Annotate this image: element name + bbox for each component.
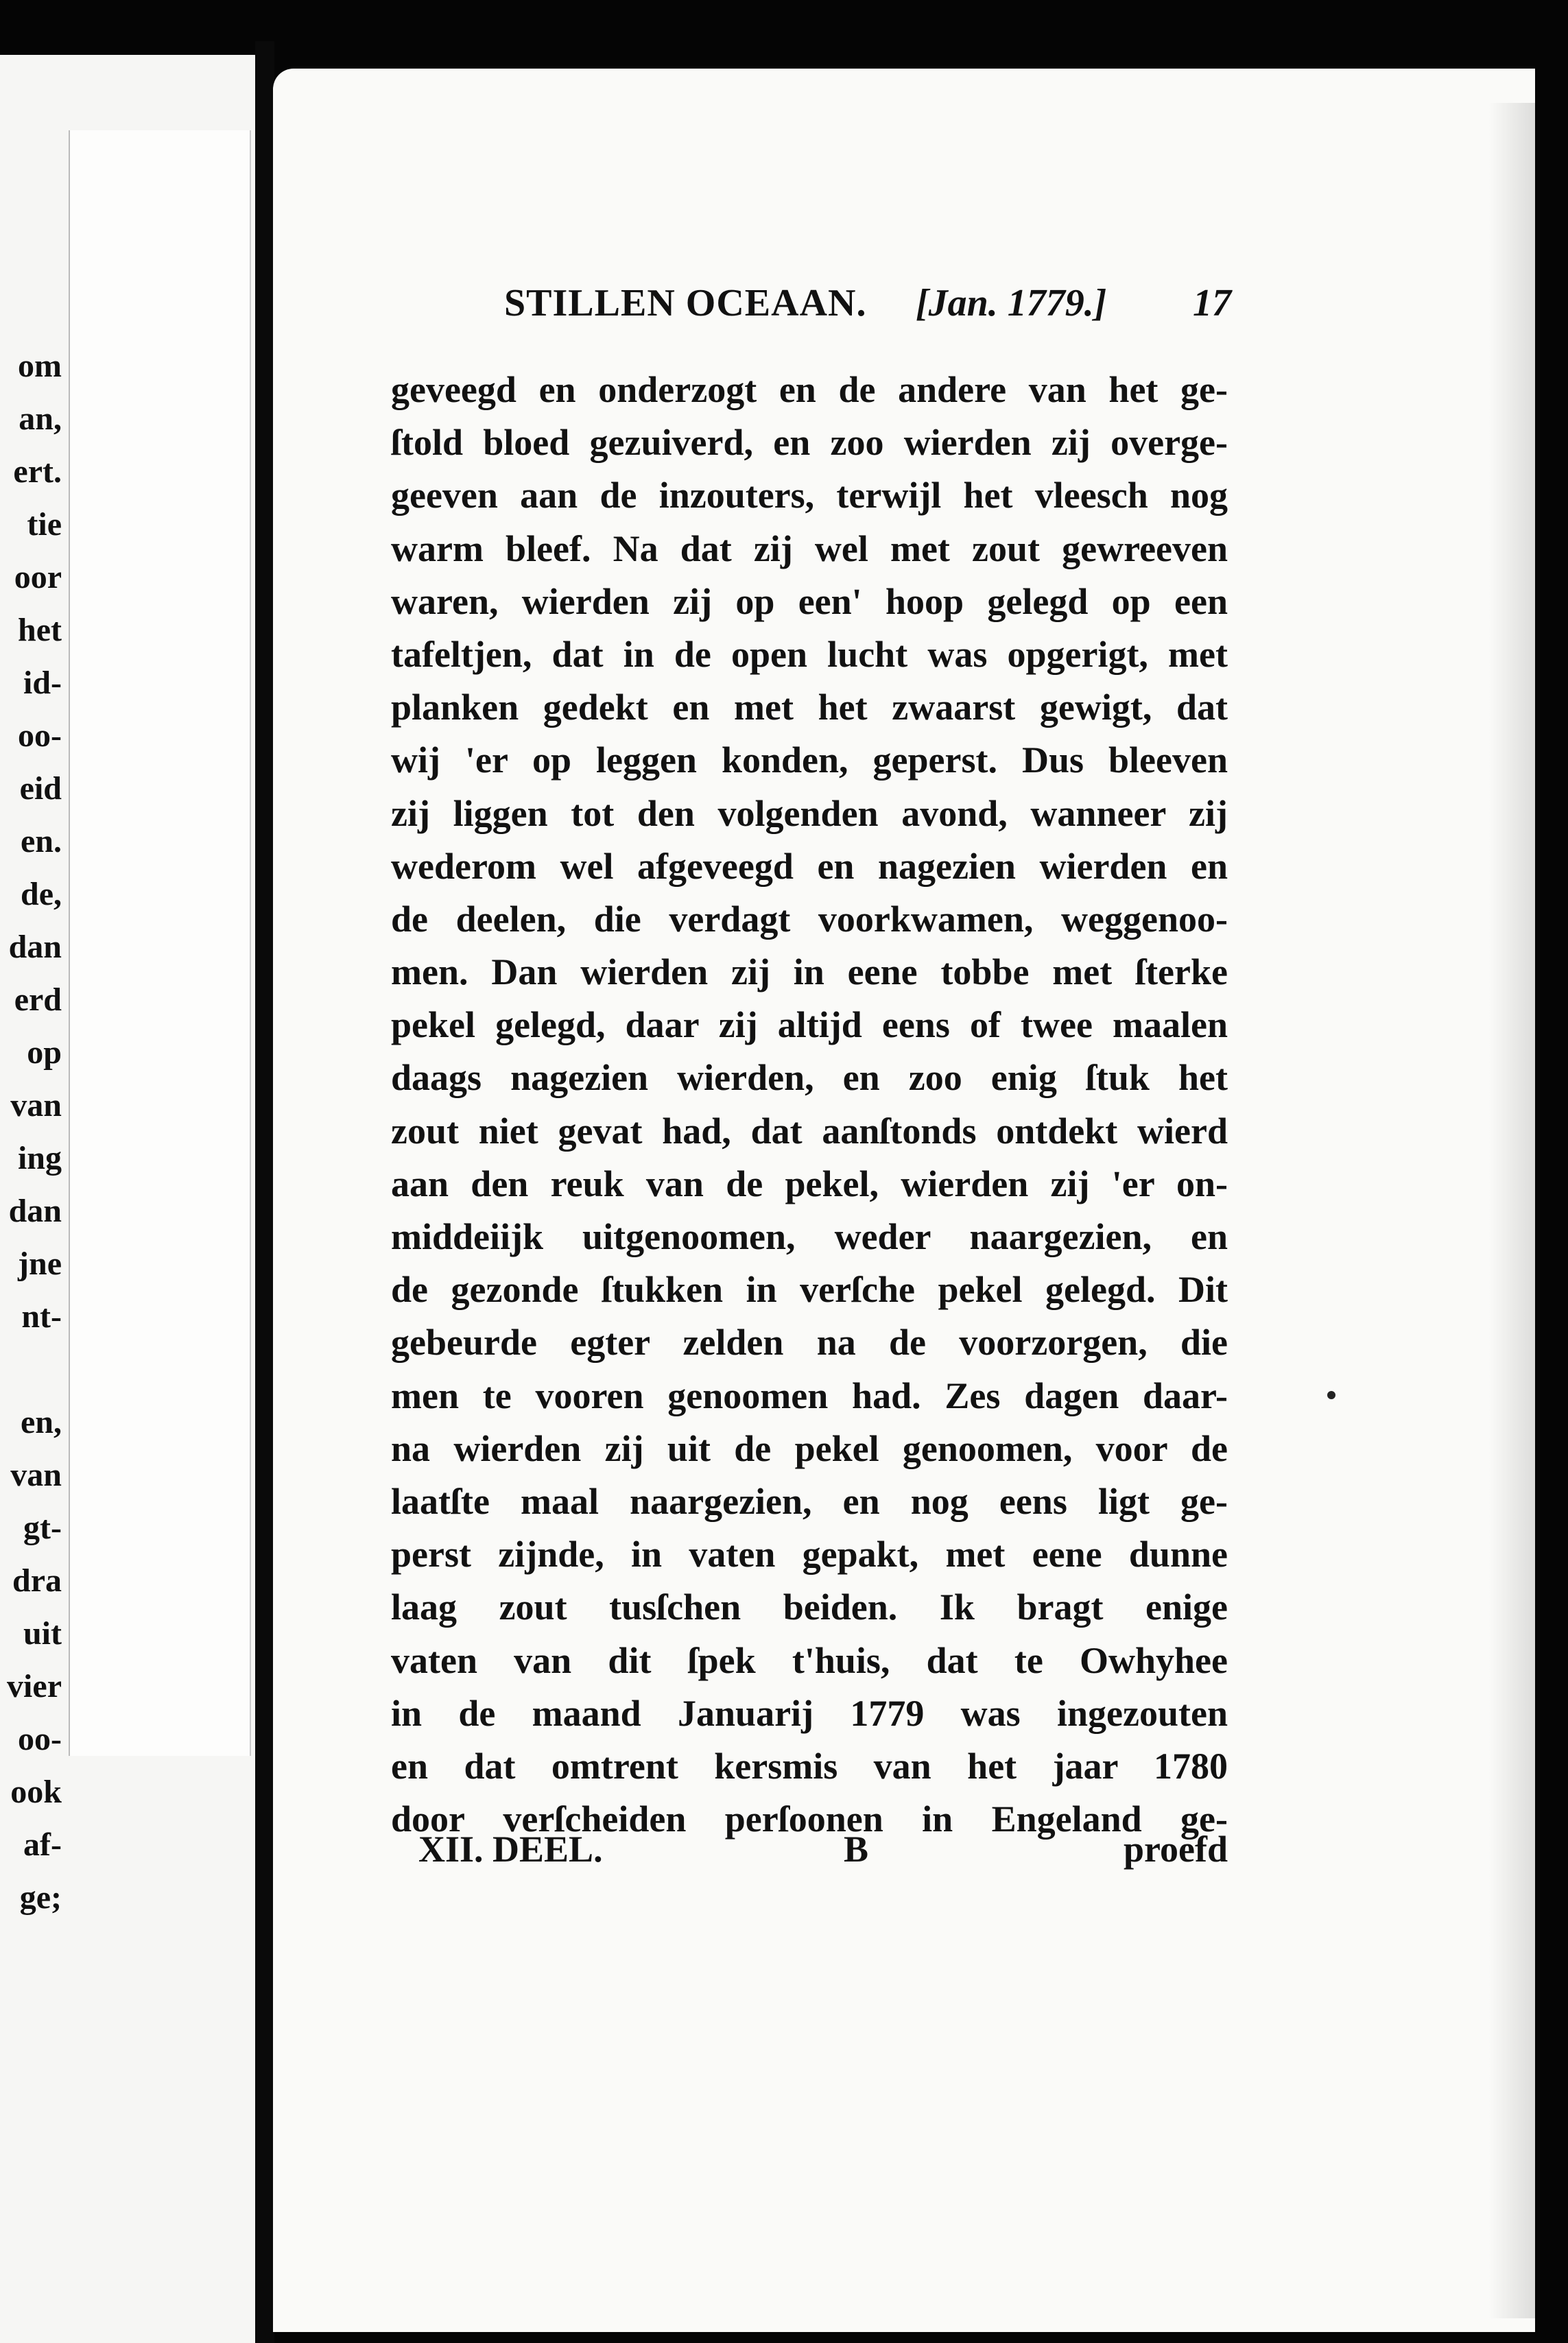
left-fragment: gt- xyxy=(23,1510,62,1546)
page-number: 17 xyxy=(1193,282,1231,324)
text-line: waren, wierden zij op een' hoop gelegd op een xyxy=(391,580,1228,622)
text-line: men. Dan wierden zij in eene tobbe met ſterke xyxy=(391,951,1228,993)
left-fragment: van xyxy=(10,1087,62,1123)
catchword: proefd xyxy=(1123,1829,1228,1870)
text-line: pekel gelegd, daar zij altijd eens of twee maalen xyxy=(391,1004,1228,1046)
body-text xyxy=(391,364,1228,1846)
left-fragment: id- xyxy=(23,665,62,701)
text-line: in de maand Januarij 1779 was ingezouten xyxy=(391,1692,1228,1734)
text-line: vaten van dit ſpek t'huis, dat te Owhyhee xyxy=(391,1639,1228,1681)
text-line: na wierden zij uit de pekel genoomen, voor de xyxy=(391,1427,1228,1469)
left-fragment: af- xyxy=(23,1827,62,1863)
left-fragment: dan xyxy=(8,929,62,965)
text-line: zout niet gevat had, dat aanſtonds ontdekt wierd xyxy=(391,1110,1228,1152)
text-line: door verſcheiden perſoonen in Engeland ge- xyxy=(391,1798,1228,1840)
text-line: wederom wel afgeveegd en nagezien wierden en xyxy=(391,845,1228,887)
text-line: planken gedekt en met het zwaarst gewigt, dat xyxy=(391,687,1228,728)
left-fragment: jne xyxy=(18,1246,62,1282)
text-line: laag zout tusſchen beiden. Ik bragt enige xyxy=(391,1586,1228,1628)
text-line: middeiijk uitgenoomen, weder naargezien, en xyxy=(391,1216,1228,1257)
left-fragment: uit xyxy=(23,1615,62,1652)
book-gutter xyxy=(255,41,274,2343)
left-fragment: de, xyxy=(21,876,62,912)
text-line: aan den reuk van de pekel, wierden zij 'er on- xyxy=(391,1163,1228,1204)
text-line: gebeurde egter zelden na de voorzorgen, die xyxy=(391,1322,1228,1364)
left-fragment: ert. xyxy=(13,453,62,490)
signature-mark: B xyxy=(844,1829,869,1870)
left-fragment: dra xyxy=(12,1562,62,1599)
left-fragment: dan xyxy=(8,1193,62,1229)
text-line: zij liggen tot den volgenden avond, wanneer zij xyxy=(391,792,1228,834)
left-fragment: erd xyxy=(14,982,62,1018)
left-fragment: oor xyxy=(14,559,62,595)
left-fragment xyxy=(0,1343,62,1396)
text-line: geveegd en onderzogt en de andere van het ge- xyxy=(391,369,1228,410)
left-page-text-fragments xyxy=(0,340,62,1924)
left-fragment: en. xyxy=(21,823,62,859)
text-line: de gezonde ſtukken in verſche pekel gelegd. Dit xyxy=(391,1269,1228,1311)
page-edge-shadow xyxy=(1488,103,1536,2318)
left-fragment: tie xyxy=(27,506,62,543)
left-fragment: oo- xyxy=(18,717,62,754)
left-fragment: en, xyxy=(21,1404,62,1440)
left-fragment: oo- xyxy=(18,1721,62,1757)
left-fragment: vier xyxy=(7,1668,62,1704)
left-fragment: an, xyxy=(19,401,62,437)
left-fragment: van xyxy=(10,1457,62,1493)
text-line: tafeltjen, dat in de open lucht was opgerigt, met xyxy=(391,633,1228,675)
page-footer xyxy=(418,1828,1228,1883)
left-fragment: ook xyxy=(10,1774,62,1810)
text-line: ſtold bloed gezuiverd, en zoo wierden zij overge- xyxy=(391,422,1228,464)
ink-speck xyxy=(1327,1391,1335,1399)
left-page-inner-strip xyxy=(69,130,251,1756)
text-line: en dat omtrent kersmis van het jaar 1780 xyxy=(391,1745,1228,1787)
left-fragment: ing xyxy=(17,1140,62,1176)
text-line: wij 'er op leggen konden, geperst. Dus bleeven xyxy=(391,739,1228,781)
text-line: daags nagezien wierden, en zoo enig ſtuk het xyxy=(391,1057,1228,1099)
text-line: perst zijnde, in vaten gepakt, met eene dunne xyxy=(391,1534,1228,1575)
left-fragment: op xyxy=(27,1034,62,1071)
left-fragment: nt- xyxy=(21,1298,62,1335)
left-fragment: om xyxy=(18,348,62,384)
left-fragment: eid xyxy=(19,770,62,807)
text-line: laatſte maal naargezien, en nog eens ligt ge- xyxy=(391,1480,1228,1522)
left-fragment: ge; xyxy=(19,1879,62,1916)
left-fragment: het xyxy=(18,612,62,648)
text-line: geeven aan de inzouters, terwijl het vleesch nog xyxy=(391,475,1228,516)
text-line: warm bleef. Na dat zij wel met zout gewreeven xyxy=(391,527,1228,569)
page-header xyxy=(504,281,1231,343)
header-date: [Jan. 1779.] xyxy=(916,282,1107,324)
text-line: men te vooren genoomen had. Zes dagen daar- xyxy=(391,1375,1228,1416)
text-line: de deelen, die verdagt voorkwamen, weggenoo- xyxy=(391,898,1228,940)
running-title: STILLEN OCEAAN. xyxy=(504,282,867,324)
volume-label: XII. DEEL. xyxy=(418,1829,603,1870)
